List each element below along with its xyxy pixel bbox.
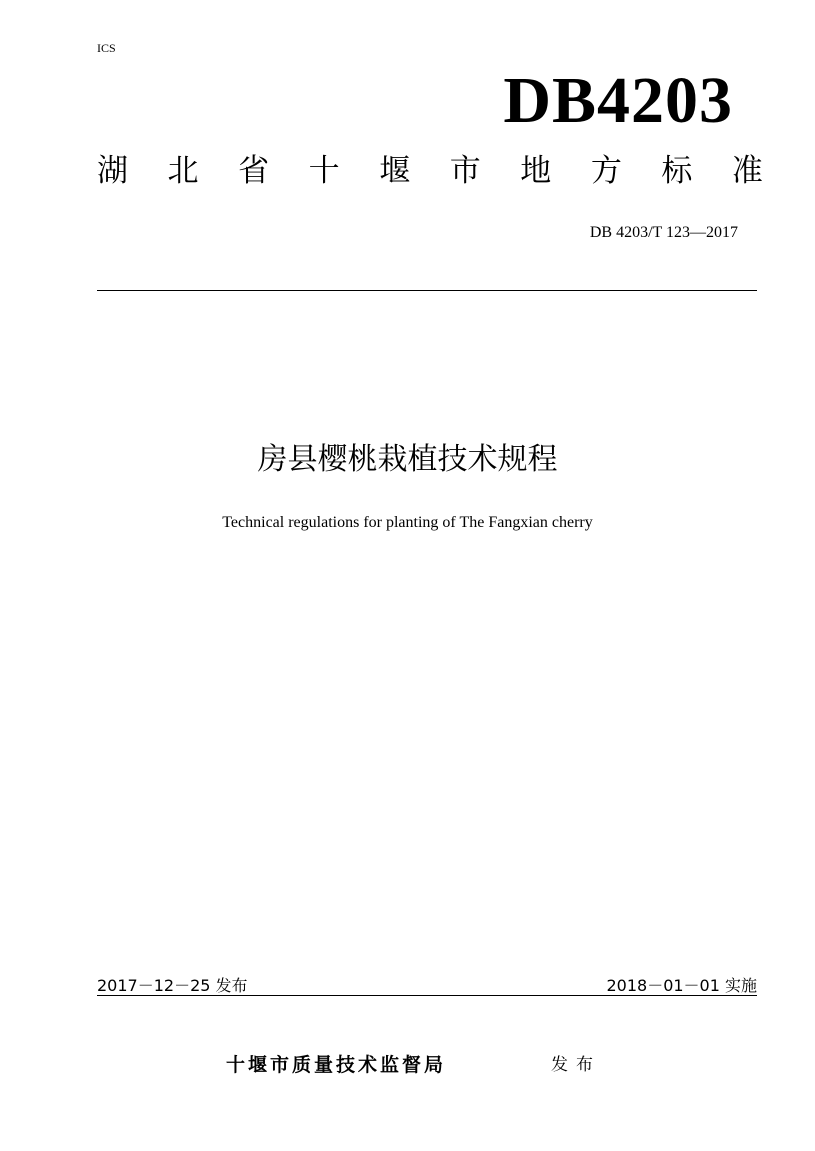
top-divider — [97, 290, 757, 291]
standard-type-char: 方 — [590, 153, 622, 189]
bottom-divider — [97, 995, 757, 996]
title-english: Technical regulations for planting of The Fangxian cherry — [222, 514, 593, 531]
db-code: DB4203 — [503, 64, 733, 137]
standard-type-char: 堰 — [379, 153, 411, 189]
standard-type-char: 市 — [449, 153, 481, 189]
issue-date: 2017－12－25 发布 — [97, 976, 248, 995]
publish-word: 发布 — [551, 1055, 601, 1075]
standard-type — [97, 153, 763, 189]
standard-number: DB 4203/T 123—2017 — [589, 224, 738, 241]
ics-label: ICS — [97, 41, 116, 55]
implement-date: 2018－01－01 实施 — [606, 976, 757, 995]
standard-type-char: 湖 — [97, 153, 128, 189]
title-chinese: 房县樱桃栽植技术规程 — [257, 442, 558, 477]
standard-type-char: 北 — [167, 153, 199, 189]
publisher-name: 十堰市质量技术监督局 — [226, 1054, 447, 1076]
standard-type-char: 省 — [238, 153, 270, 189]
standard-type-char: 十 — [308, 153, 340, 189]
standard-type-char: 地 — [520, 153, 552, 189]
standard-type-char: 准 — [731, 153, 763, 189]
date-row — [97, 976, 757, 995]
standard-type-char: 标 — [661, 153, 693, 189]
